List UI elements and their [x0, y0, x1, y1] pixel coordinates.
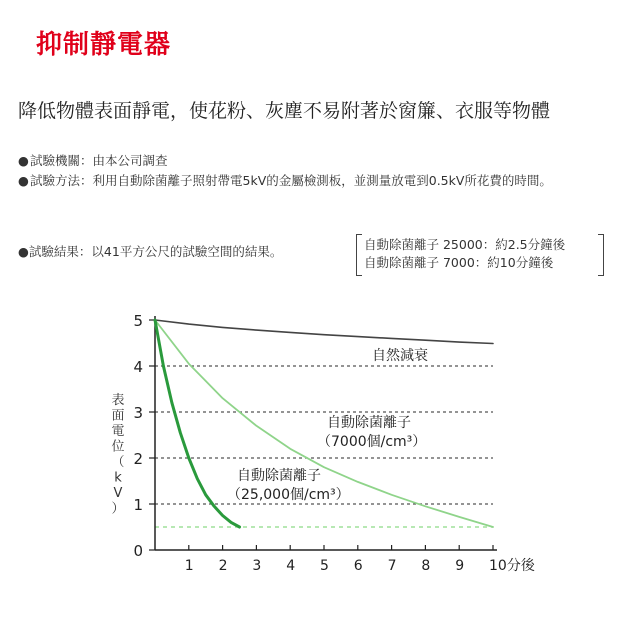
- series-label: 自然減衰: [372, 348, 428, 364]
- y-tick-label: 3: [133, 404, 143, 422]
- x-tick-label: 4: [286, 558, 296, 574]
- result-label: ●試驗結果：以41平方公尺的試驗空間的結果。: [18, 244, 283, 259]
- y-axis-label-char: 電: [111, 424, 125, 439]
- y-axis-label-char: k: [114, 470, 122, 486]
- y-tick-label: 1: [133, 496, 143, 514]
- y-tick-label: 4: [133, 358, 143, 376]
- y-tick-label: 5: [133, 312, 143, 330]
- x-tick-label: 8: [421, 558, 431, 574]
- x-tick-label: 10分後: [489, 558, 535, 574]
- test-result: [18, 234, 628, 278]
- bullet-text: 試驗方法：利用自動除菌離子照射帶電5kV的金屬檢測板，並測量放電到0.5kV所花費的時間。: [30, 173, 552, 188]
- bullet-marker: ●: [18, 173, 29, 188]
- result-line-7000: 自動除菌離子 7000：約10分鐘後: [364, 255, 554, 270]
- y-tick-label: 2: [133, 450, 143, 468]
- y-axis-label-char: （: [111, 455, 125, 470]
- x-tick-label: 9: [455, 558, 465, 574]
- y-axis-label-char: 表: [111, 393, 125, 408]
- bullet-marker: ●: [18, 153, 29, 168]
- bullet-text: 試驗機關：由本公司調查: [30, 153, 168, 168]
- result-bracket-box: [356, 234, 604, 274]
- y-tick-label: 0: [133, 542, 143, 560]
- decay-chart: [0, 300, 640, 630]
- y-axis-label-char: 面: [111, 408, 125, 424]
- series-label: （25,000個/cm³）: [227, 487, 350, 503]
- series-label: 自動除菌離子: [237, 468, 321, 484]
- series-line: [155, 320, 493, 344]
- bullet-test-method: [18, 172, 618, 190]
- series-label: 自動除菌離子: [327, 415, 411, 431]
- page-title: 抑制靜電器: [36, 30, 172, 60]
- y-axis-label-char: V: [113, 486, 123, 501]
- bullet-test-agency: [18, 152, 618, 170]
- y-axis-label-char: 位: [111, 439, 125, 455]
- bullet-list: [18, 152, 618, 192]
- series-label: （7000個/cm³）: [317, 434, 427, 450]
- x-tick-label: 3: [252, 558, 262, 574]
- x-tick-label: 2: [218, 558, 228, 574]
- x-tick-label: 7: [387, 558, 397, 574]
- x-tick-label: 6: [353, 558, 363, 574]
- x-tick-label: 1: [184, 558, 194, 574]
- y-axis-label-char: ）: [111, 501, 125, 517]
- intro-heading: 降低物體表面靜電，使花粉、灰塵不易附著於窗簾、衣服等物體: [18, 100, 551, 122]
- x-tick-label: 5: [320, 558, 329, 574]
- result-line-25000: 自動除菌離子 25000：約2.5分鐘後: [364, 237, 566, 252]
